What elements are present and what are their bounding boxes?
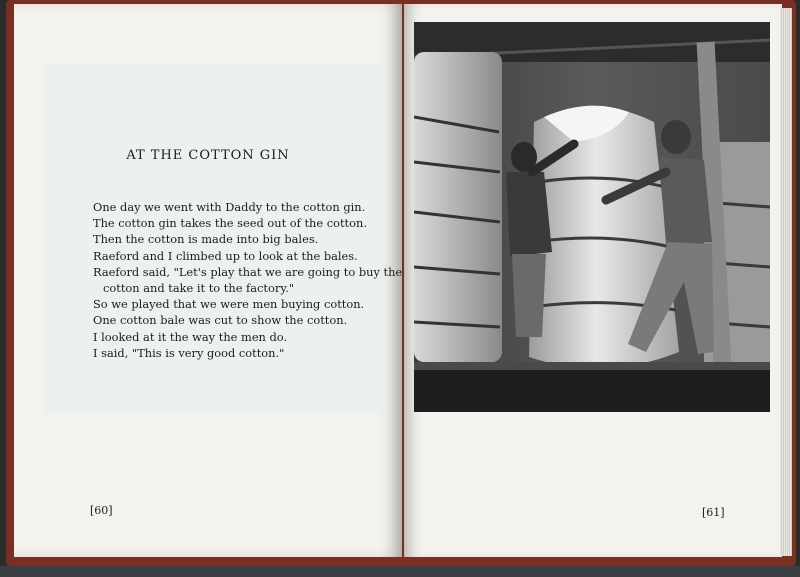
story-line: Then the cotton is made into big bales. (93, 232, 319, 247)
story-line: Raeford said, "Let's play that we are going to buy the (93, 264, 402, 279)
page-number: [61] (702, 506, 725, 519)
photo-illustration (414, 22, 770, 412)
right-page (404, 4, 782, 557)
story-line: One cotton bale was cut to show the cotton. (93, 313, 348, 328)
story-text (93, 199, 402, 361)
story-line: Raeford and I climbed up to look at the bales. (93, 248, 358, 263)
page-edges (780, 8, 792, 556)
story-line: The cotton gin takes the seed out of the cotton. (93, 216, 367, 231)
story-line: I looked at it the way the men do. (93, 329, 288, 344)
cotton-bales-photo (414, 22, 770, 412)
story-line: I said, "This is very good cotton." (93, 345, 285, 360)
story-line: cotton and take it to the factory." (103, 281, 295, 296)
left-page (14, 4, 402, 557)
table-surface (0, 566, 800, 577)
page-number: [60] (90, 504, 113, 517)
story-line: So we played that we were men buying cotton. (93, 297, 365, 312)
story-line: One day we went with Daddy to the cotton gin. (93, 200, 366, 214)
chapter-title: AT THE COTTON GIN (126, 148, 290, 163)
